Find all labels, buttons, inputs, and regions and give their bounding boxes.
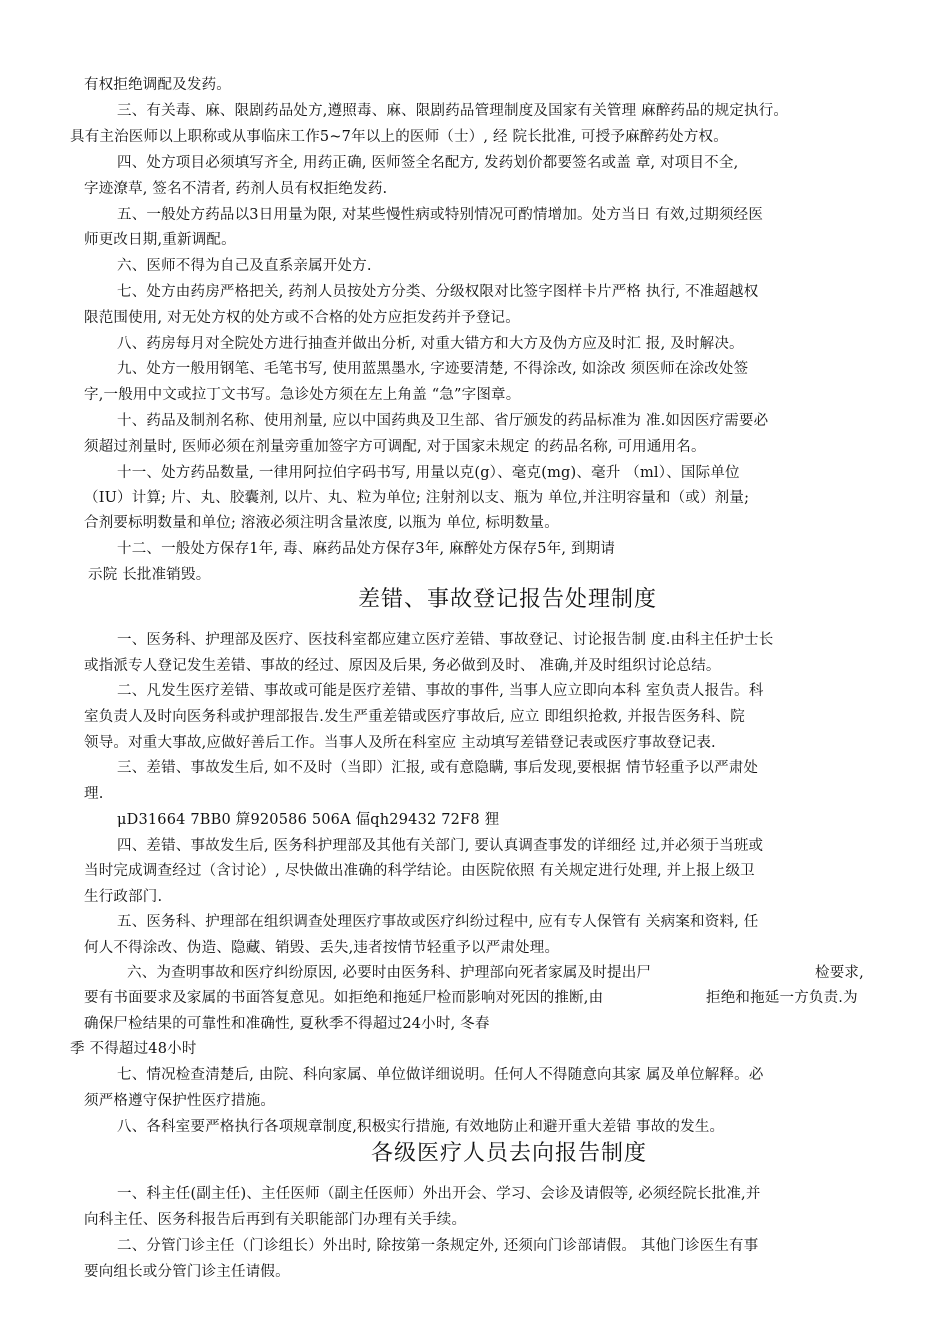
paragraph-line: 向科主任、医务科报告后再到有关职能部门办理有关手续。 xyxy=(84,1212,467,1228)
paragraph-line: 一、科主任(副主任)、主任医师（副主任医师）外出开会、学习、会诊及请假等, 必须经院长批准,并 xyxy=(117,1186,761,1202)
paragraph-line: 三、差错、事故发生后, 如不及时（当即）汇报, 或有意隐瞒, 事后发现,要根据 情节轻重予以严肃处 xyxy=(117,760,759,776)
paragraph-line: 季 不得超过48小时 xyxy=(70,1041,197,1057)
section-title: 各级医疗人员去向报告制度 xyxy=(371,1141,648,1166)
paragraph-line: 九、处方一般用钢笔、毛笔书写, 使用蓝黑墨水, 字迹要清楚, 不得涂改, 如涂改 须医师在涂改处签 xyxy=(117,361,749,377)
paragraph-line-fragment: 检要求, xyxy=(815,965,864,981)
paragraph-line: 六、医师不得为自己及直系亲属开处方. xyxy=(117,258,372,274)
paragraph-line: 要有书面要求及家属的书面答复意见。如拒绝和拖延尸检而影响对死因的推断,由 xyxy=(84,990,604,1006)
paragraph-line: 字,一般用中文或拉丁文书写。急诊处方须在左上角盖 “急”字图章。 xyxy=(84,387,521,403)
paragraph-line: 二、分管门诊主任（门诊组长）外出时, 除按第一条规定外, 还须向门诊部请假。 其他门诊医生有事 xyxy=(117,1238,759,1254)
paragraph-line: 一、医务科、护理部及医疗、医技科室都应建立医疗差错、事故登记、讨论报告制 度.由科主任护士长 xyxy=(117,632,774,648)
paragraph-line: 或指派专人登记发生差错、事故的经过、原因及后果, 务必做到及时、 准确,并及时组织讨论总结。 xyxy=(84,658,721,674)
paragraph-line: 十、药品及制剂名称、使用剂量, 应以中国药典及卫生部、省厅颁发的药品标准为 准.如因医疗需要必 xyxy=(117,413,769,429)
paragraph-line: 有权拒绝调配及发药。 xyxy=(84,77,231,93)
paragraph-line: 十二、一般处方保存1年, 毒、麻药品处方保存3年, 麻醉处方保存5年, 到期请 xyxy=(117,541,616,557)
paragraph-line: 四、差错、事故发生后, 医务科护理部及其他有关部门, 要认真调查事发的详细经 过,并必须于当班或 xyxy=(117,838,764,854)
paragraph-line: 字迹潦草, 签名不清者, 药剂人员有权拒绝发药. xyxy=(84,181,388,197)
paragraph-line: 师更改日期,重新调配。 xyxy=(84,232,236,248)
paragraph-line: 七、处方由药房严格把关, 药剂人员按处方分类、分级权限对比签字图样卡片严格 执行, 不准超越权 xyxy=(117,284,759,300)
paragraph-line: 五、医务科、护理部在组织调查处理医疗事故或医疗纠纷过程中, 应有专人保管有 关病案和资料, 任 xyxy=(117,914,759,930)
garbled-code-line: μD31664 7BB0 箳920586 506A 偪qh29432 72F8 狸 xyxy=(117,812,500,828)
paragraph-line: 十一、处方药品数量, 一律用阿拉伯字码书写, 用量以克(g）、毫克(mg)、毫升 （ml）、国际单位 xyxy=(117,465,740,481)
section-title: 差错、事故登记报告处理制度 xyxy=(358,587,658,612)
paragraph-line: 三、有关毒、麻、限剧药品处方,遵照毒、麻、限剧药品管理制度及国家有关管理 麻醉药品的规定执行。 xyxy=(117,103,789,119)
paragraph-line: 具有主治医师以上职称或从事临床工作5~7年以上的医师（士）, 经 院长批准, 可授予麻醉药处方权。 xyxy=(70,129,728,145)
paragraph-line: 四、处方项目必须填写齐全, 用药正确, 医师签全名配方, 发药划价都要签名或盖 章, 对项目不全, xyxy=(117,155,739,171)
paragraph-line: 须超过剂量时, 医师必须在剂量旁重加签字方可调配, 对于国家未规定 的药品名称, 可用通用名。 xyxy=(84,439,706,455)
paragraph-line: 七、情况检查清楚后, 由院、科向家属、单位做详细说明。任何人不得随意向其家 属及单位解释。必 xyxy=(117,1067,764,1083)
paragraph-line: 须严格遵守保护性医疗措施。 xyxy=(84,1093,276,1109)
paragraph-line: 八、药房每月对全院处方进行抽查并做出分析, 对重大错方和大方及伪方应及时汇 报, 及时解决。 xyxy=(117,336,744,352)
paragraph-line-fragment: 拒绝和拖延一方负责.为 xyxy=(706,990,858,1006)
paragraph-line: 室负责人及时向医务科或护理部报告.发生严重差错或医疗事故后, 应立 即组织抢救, 并报告医务科、院 xyxy=(84,709,745,725)
paragraph-line: 生行政部门. xyxy=(84,889,163,905)
paragraph-line: 六、为查明事故和医疗纠纷原因, 必要时由医务科、护理部向死者家属及时提出尸 xyxy=(127,965,652,981)
paragraph-line: 合剂要标明数量和单位; 溶液必须注明含量浓度, 以瓶为 单位, 标明数量。 xyxy=(84,515,559,531)
paragraph-line: （IU）计算; 片、丸、胶囊剂, 以片、丸、粒为单位; 注射剂以支、瓶为 单位,并注明容量和（或）剂量; xyxy=(84,490,750,506)
paragraph-line: 八、各科室要严格执行各项规章制度,积极实行措施, 有效地防止和避开重大差错 事故的发生。 xyxy=(117,1119,725,1135)
paragraph-line: 何人不得涂改、伪造、隐藏、销毁、丢失,违者按情节轻重予以严肃处理。 xyxy=(84,940,560,956)
paragraph-line: 限范围使用, 对无处方权的处方或不合格的处方应拒发药并予登记。 xyxy=(84,310,520,326)
paragraph-line: 当时完成调查经过（含讨论）, 尽快做出准确的科学结论。由医院依照 有关规定进行处理, 并上报上级卫 xyxy=(84,863,755,879)
paragraph-line: 确保尸检结果的可靠性和准确性, 夏秋季不得超过24小时, 冬春 xyxy=(84,1016,490,1032)
paragraph-line: 领导。对重大事故,应做好善后工作。当事人及所在科室应 主动填写差错登记表或医疗事故登记表. xyxy=(84,735,716,751)
paragraph-line: 理. xyxy=(84,786,104,802)
paragraph-line: 示院 长批准销毁。 xyxy=(88,567,211,583)
paragraph-line: 二、凡发生医疗差错、事故或可能是医疗差错、事故的事件, 当事人应立即向本科 室负责人报告。科 xyxy=(117,683,764,699)
paragraph-line: 五、一般处方药品以3日用量为限, 对某些慢性病或特别情况可酌情增加。处方当日 有效,过期须经医 xyxy=(117,207,764,223)
paragraph-line: 要向组长或分管门诊主任请假。 xyxy=(84,1264,290,1280)
